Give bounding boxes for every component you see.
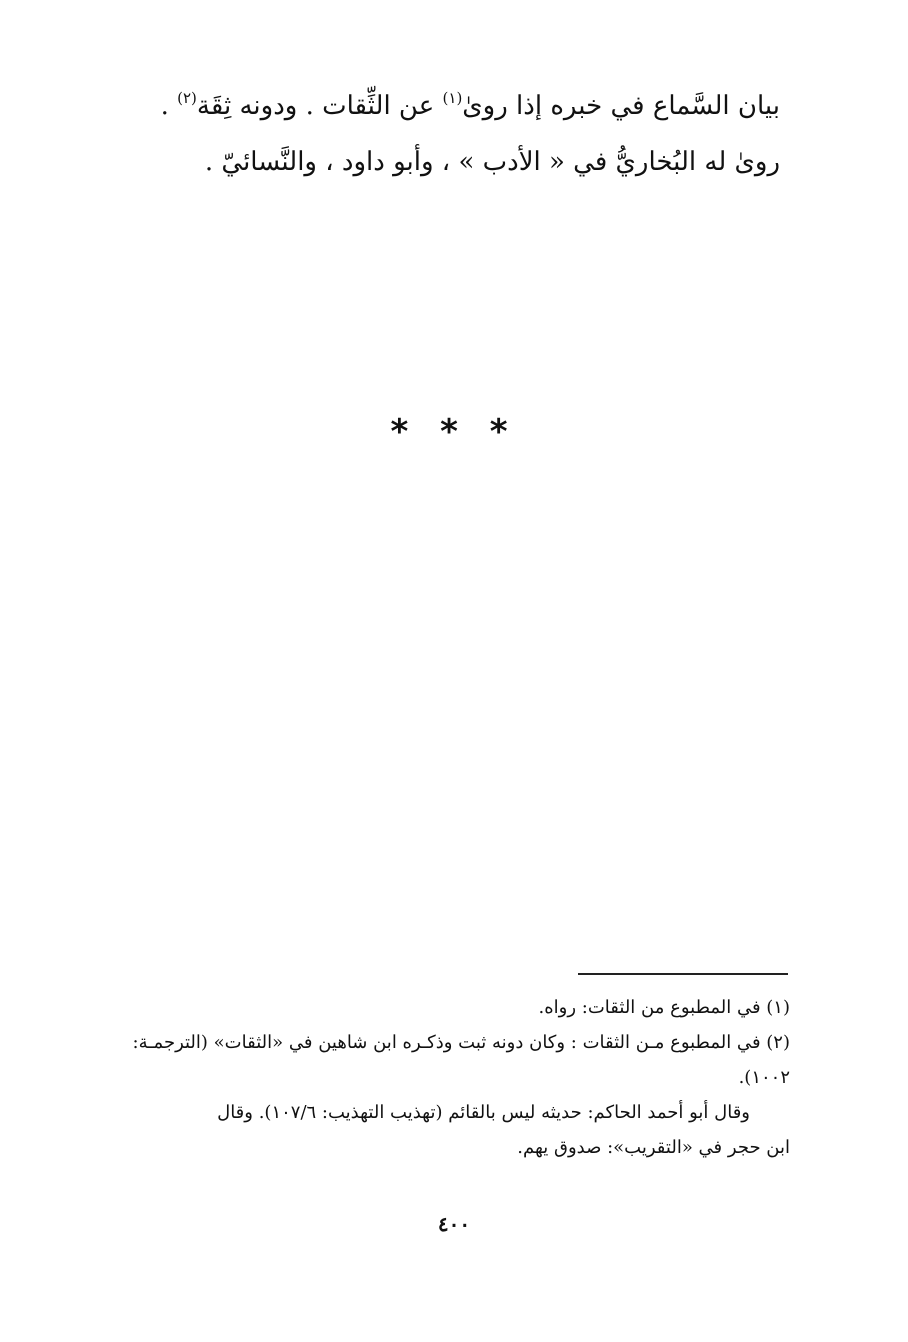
section-separator: * * * (390, 412, 518, 452)
footnote-divider (578, 973, 788, 975)
footnote-ref-2: (٢) (177, 89, 197, 107)
page-number: ٤٠٠ (437, 1212, 471, 1236)
line-1-text-c: . (160, 91, 178, 121)
line-1-text-b: عن الثِّقات . ودونه ثِقَة (196, 91, 443, 121)
line-1-text-a: بيان السَّماع في خبره إذا روىٰ (462, 91, 780, 121)
footnote-2-line-1: (٢) في المطبوع مـن الثقات : وكان دونه ثبت وذكـره ابن شاهين في «الثقات» (الترجمـة: (132, 1032, 790, 1053)
footnote-2-line-4: ابن حجر في «التقريب»: صدوق يهم. (517, 1137, 790, 1158)
footnote-1: (١) في المطبوع من الثقات: رواه. (538, 997, 790, 1018)
main-text (120, 78, 780, 190)
main-text-line-2: روىٰ له البُخاريُّ في « الأدب » ، وأبو داود ، والنَّسائيّ . (204, 147, 780, 177)
footnote-ref-1: (١) (442, 89, 463, 107)
footnote-2-line-2: ١٠٠٢). (738, 1067, 790, 1088)
footnote-2-line-3: وقال أبو أحمد الحاكم: حديثه ليس بالقائم (تهذيب التهذيب: ١٠٧/٦). وقال (217, 1102, 750, 1123)
footnotes (80, 990, 790, 1165)
main-text-line-1 (120, 78, 780, 134)
